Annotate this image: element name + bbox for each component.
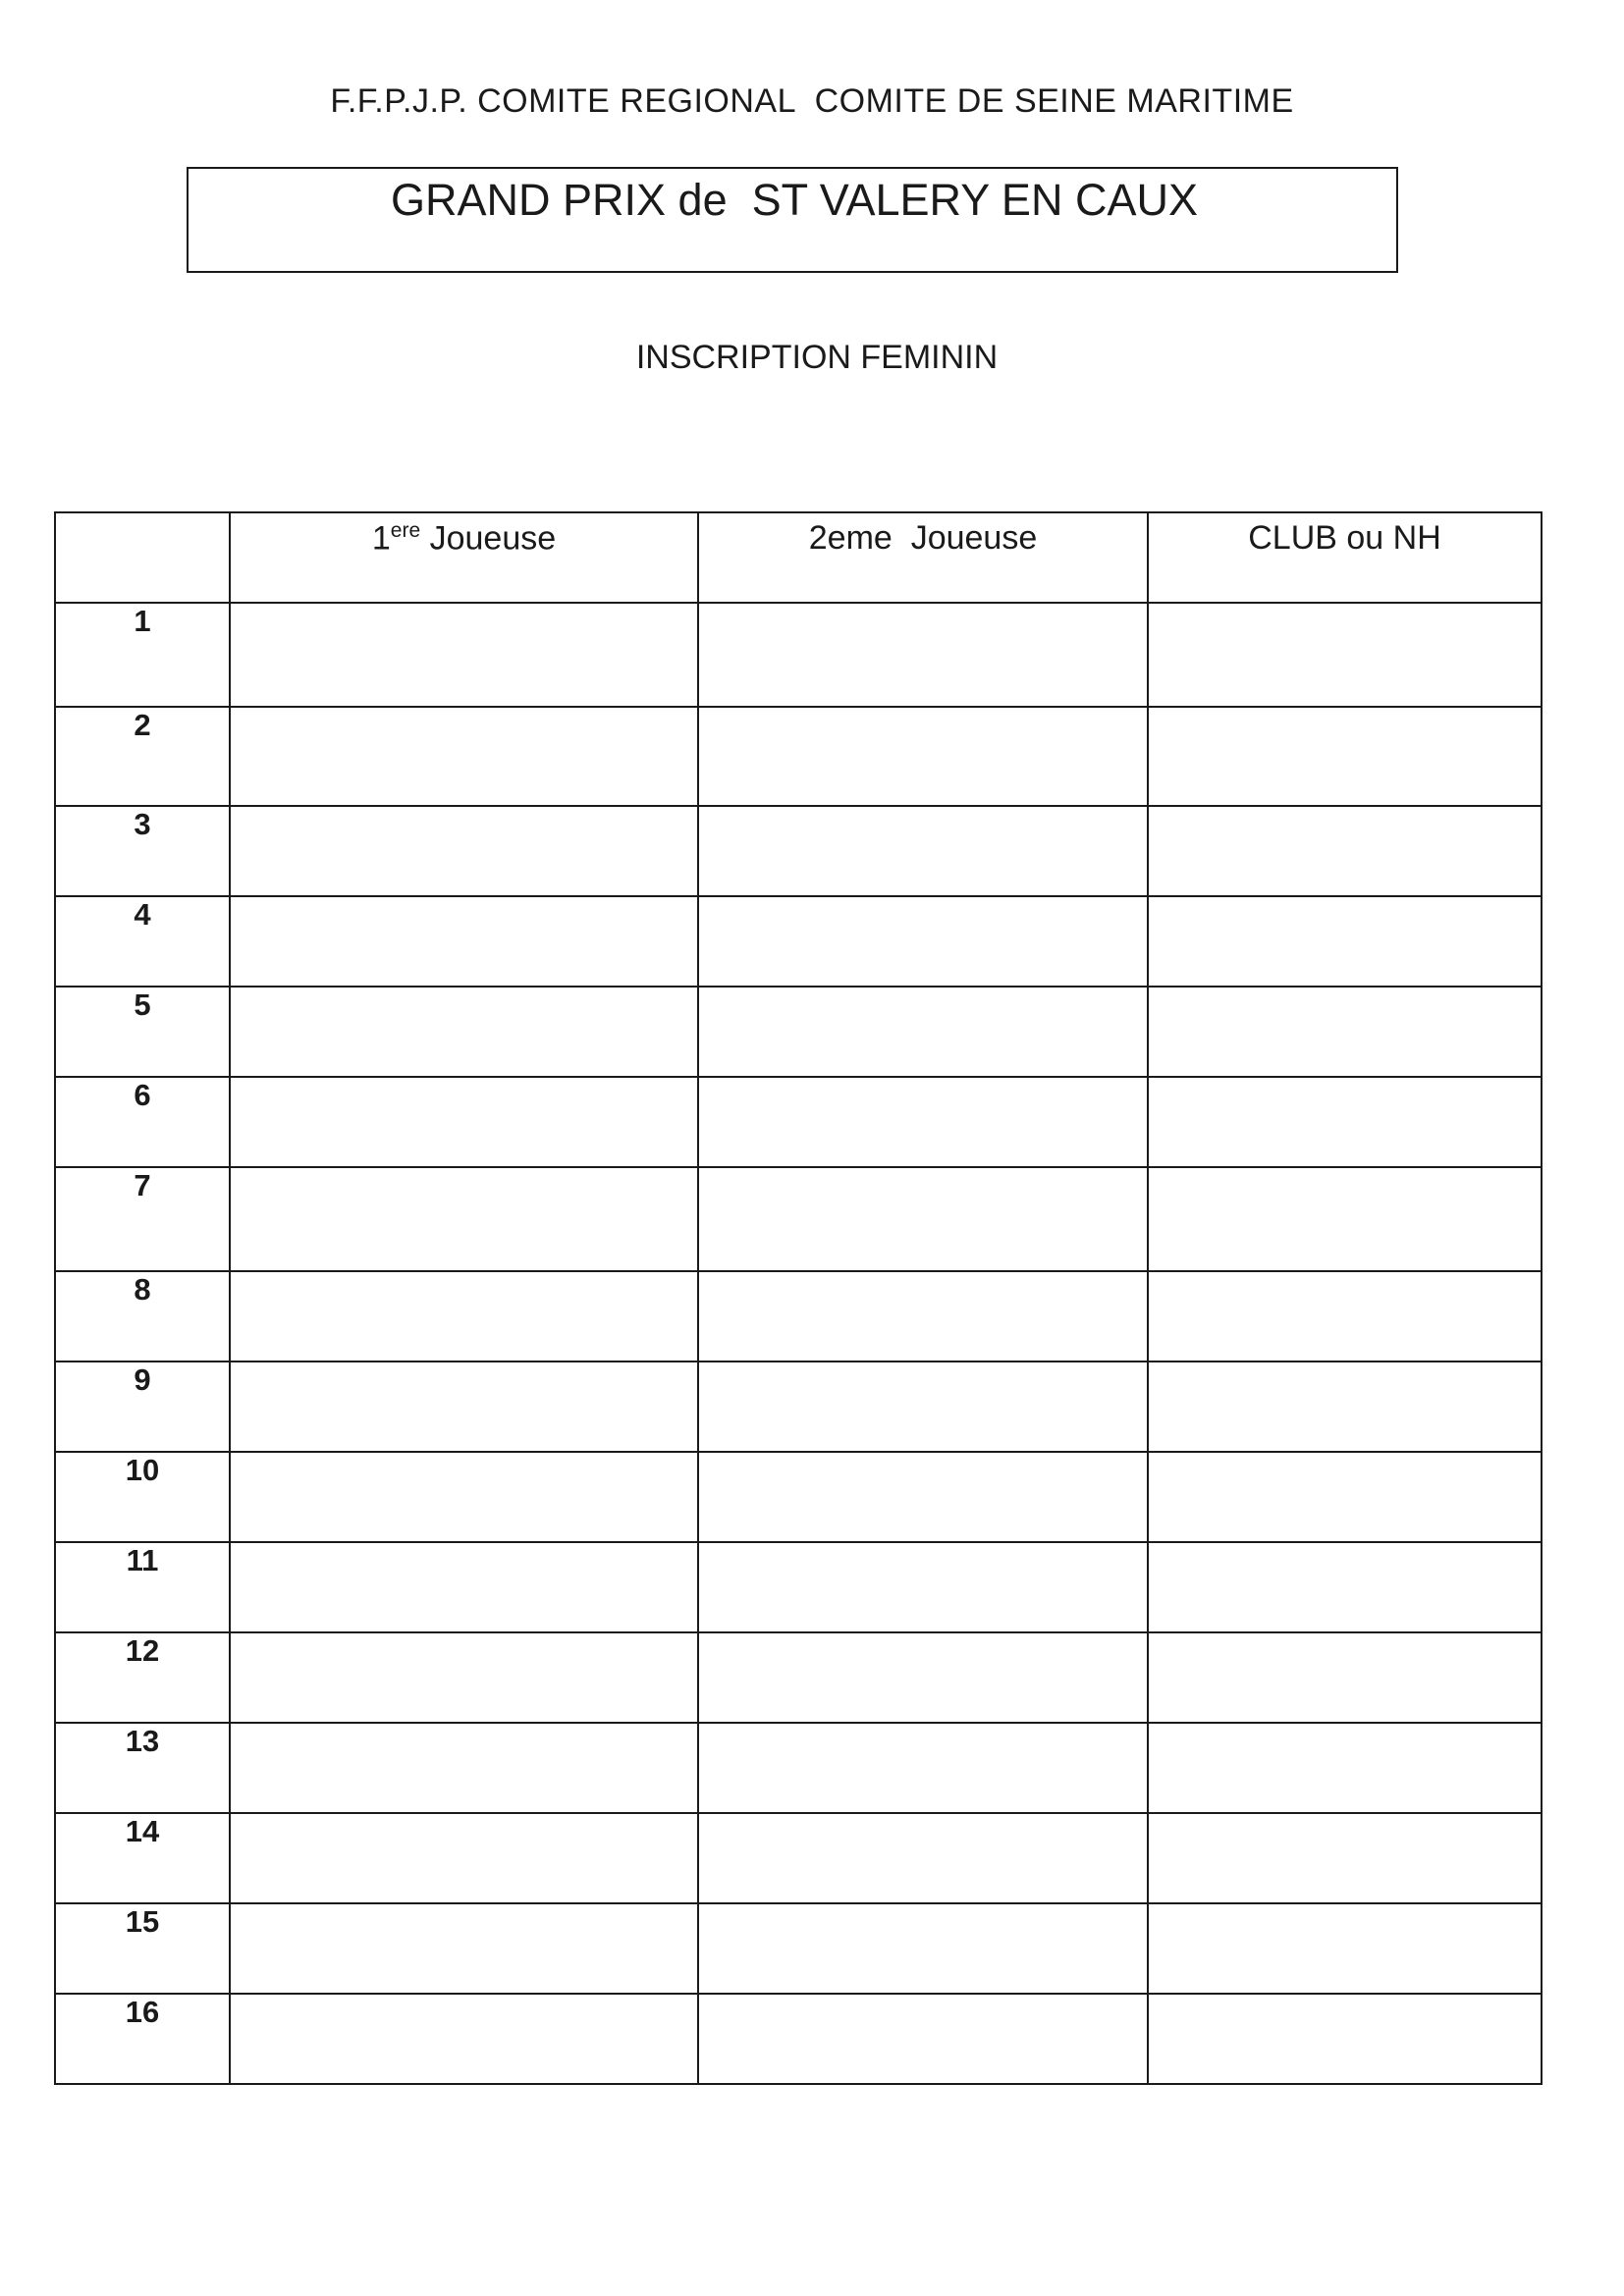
club-cell[interactable] xyxy=(1148,1632,1542,1723)
club-cell[interactable] xyxy=(1148,1452,1542,1542)
player1-cell[interactable] xyxy=(230,603,698,707)
player1-cell[interactable] xyxy=(230,806,698,896)
player1-cell[interactable] xyxy=(230,707,698,806)
player1-cell[interactable] xyxy=(230,1632,698,1723)
player2-cell[interactable] xyxy=(698,707,1148,806)
club-cell[interactable] xyxy=(1148,1077,1542,1167)
player1-cell[interactable] xyxy=(230,1903,698,1994)
column-header-player2: 2eme Joueuse xyxy=(698,512,1148,603)
club-cell[interactable] xyxy=(1148,1903,1542,1994)
row-number: 9 xyxy=(55,1362,230,1452)
title-box xyxy=(187,167,1398,273)
row-number: 3 xyxy=(55,806,230,896)
player2-cell[interactable] xyxy=(698,987,1148,1077)
player2-cell[interactable] xyxy=(698,1723,1148,1813)
inscription-table xyxy=(54,511,1543,2085)
player2-cell[interactable] xyxy=(698,896,1148,987)
row-number: 14 xyxy=(55,1813,230,1903)
player1-prefix: 1 xyxy=(371,519,391,558)
club-cell[interactable] xyxy=(1148,1542,1542,1632)
table-row xyxy=(55,1632,1542,1723)
player2-cell[interactable] xyxy=(698,603,1148,707)
club-cell[interactable] xyxy=(1148,896,1542,987)
row-number: 12 xyxy=(55,1632,230,1723)
row-number: 5 xyxy=(55,987,230,1077)
table-row xyxy=(55,1167,1542,1271)
player2-cell[interactable] xyxy=(698,1813,1148,1903)
player1-cell[interactable] xyxy=(230,1813,698,1903)
player2-cell[interactable] xyxy=(698,1903,1148,1994)
club-cell[interactable] xyxy=(1148,1167,1542,1271)
row-number: 8 xyxy=(55,1271,230,1362)
player2-cell[interactable] xyxy=(698,1077,1148,1167)
player1-cell[interactable] xyxy=(230,1452,698,1542)
row-number: 11 xyxy=(55,1542,230,1632)
player1-cell[interactable] xyxy=(230,1723,698,1813)
player1-cell[interactable] xyxy=(230,896,698,987)
column-header-club: CLUB ou NH xyxy=(1148,512,1542,603)
table-row xyxy=(55,1813,1542,1903)
column-header-number xyxy=(55,512,230,603)
player2-cell[interactable] xyxy=(698,1632,1148,1723)
club-cell[interactable] xyxy=(1148,1271,1542,1362)
row-number: 15 xyxy=(55,1903,230,1994)
organization-header: F.F.P.J.P. COMITE REGIONAL COMITE DE SEINE MARITIME xyxy=(330,82,1294,120)
club-cell[interactable] xyxy=(1148,1994,1542,2084)
table-row xyxy=(55,707,1542,806)
document-title: GRAND PRIX de ST VALERY EN CAUX xyxy=(391,175,1198,225)
row-number: 16 xyxy=(55,1994,230,2084)
player1-cell[interactable] xyxy=(230,1542,698,1632)
column-header-player1 xyxy=(230,512,698,603)
row-number: 10 xyxy=(55,1452,230,1542)
row-number: 6 xyxy=(55,1077,230,1167)
row-number: 7 xyxy=(55,1167,230,1271)
club-cell[interactable] xyxy=(1148,987,1542,1077)
player2-cell[interactable] xyxy=(698,1542,1148,1632)
table-row xyxy=(55,1077,1542,1167)
player1-cell[interactable] xyxy=(230,1994,698,2084)
player1-superscript: ere xyxy=(390,519,421,542)
club-cell[interactable] xyxy=(1148,603,1542,707)
table-row xyxy=(55,1994,1542,2084)
club-cell[interactable] xyxy=(1148,707,1542,806)
row-number: 4 xyxy=(55,896,230,987)
table-row xyxy=(55,603,1542,707)
player1-cell[interactable] xyxy=(230,987,698,1077)
player2-cell[interactable] xyxy=(698,1994,1148,2084)
club-cell[interactable] xyxy=(1148,1813,1542,1903)
player2-cell[interactable] xyxy=(698,1271,1148,1362)
club-cell[interactable] xyxy=(1148,806,1542,896)
player1-cell[interactable] xyxy=(230,1362,698,1452)
club-cell[interactable] xyxy=(1148,1362,1542,1452)
player2-cell[interactable] xyxy=(698,806,1148,896)
table-row xyxy=(55,1542,1542,1632)
table-row xyxy=(55,987,1542,1077)
table-row xyxy=(55,896,1542,987)
table-row xyxy=(55,1271,1542,1362)
player1-suffix: Joueuse xyxy=(420,519,557,558)
table-row xyxy=(55,1452,1542,1542)
table-row xyxy=(55,1903,1542,1994)
player2-cell[interactable] xyxy=(698,1167,1148,1271)
table-row xyxy=(55,1362,1542,1452)
club-cell[interactable] xyxy=(1148,1723,1542,1813)
table-row xyxy=(55,1723,1542,1813)
player1-cell[interactable] xyxy=(230,1167,698,1271)
player2-cell[interactable] xyxy=(698,1362,1148,1452)
table-header-row xyxy=(55,512,1542,603)
row-number: 2 xyxy=(55,707,230,806)
row-number: 13 xyxy=(55,1723,230,1813)
row-number: 1 xyxy=(55,603,230,707)
player2-cell[interactable] xyxy=(698,1452,1148,1542)
document-subtitle: INSCRIPTION FEMININ xyxy=(635,339,999,376)
table-row xyxy=(55,806,1542,896)
player1-cell[interactable] xyxy=(230,1077,698,1167)
player1-cell[interactable] xyxy=(230,1271,698,1362)
